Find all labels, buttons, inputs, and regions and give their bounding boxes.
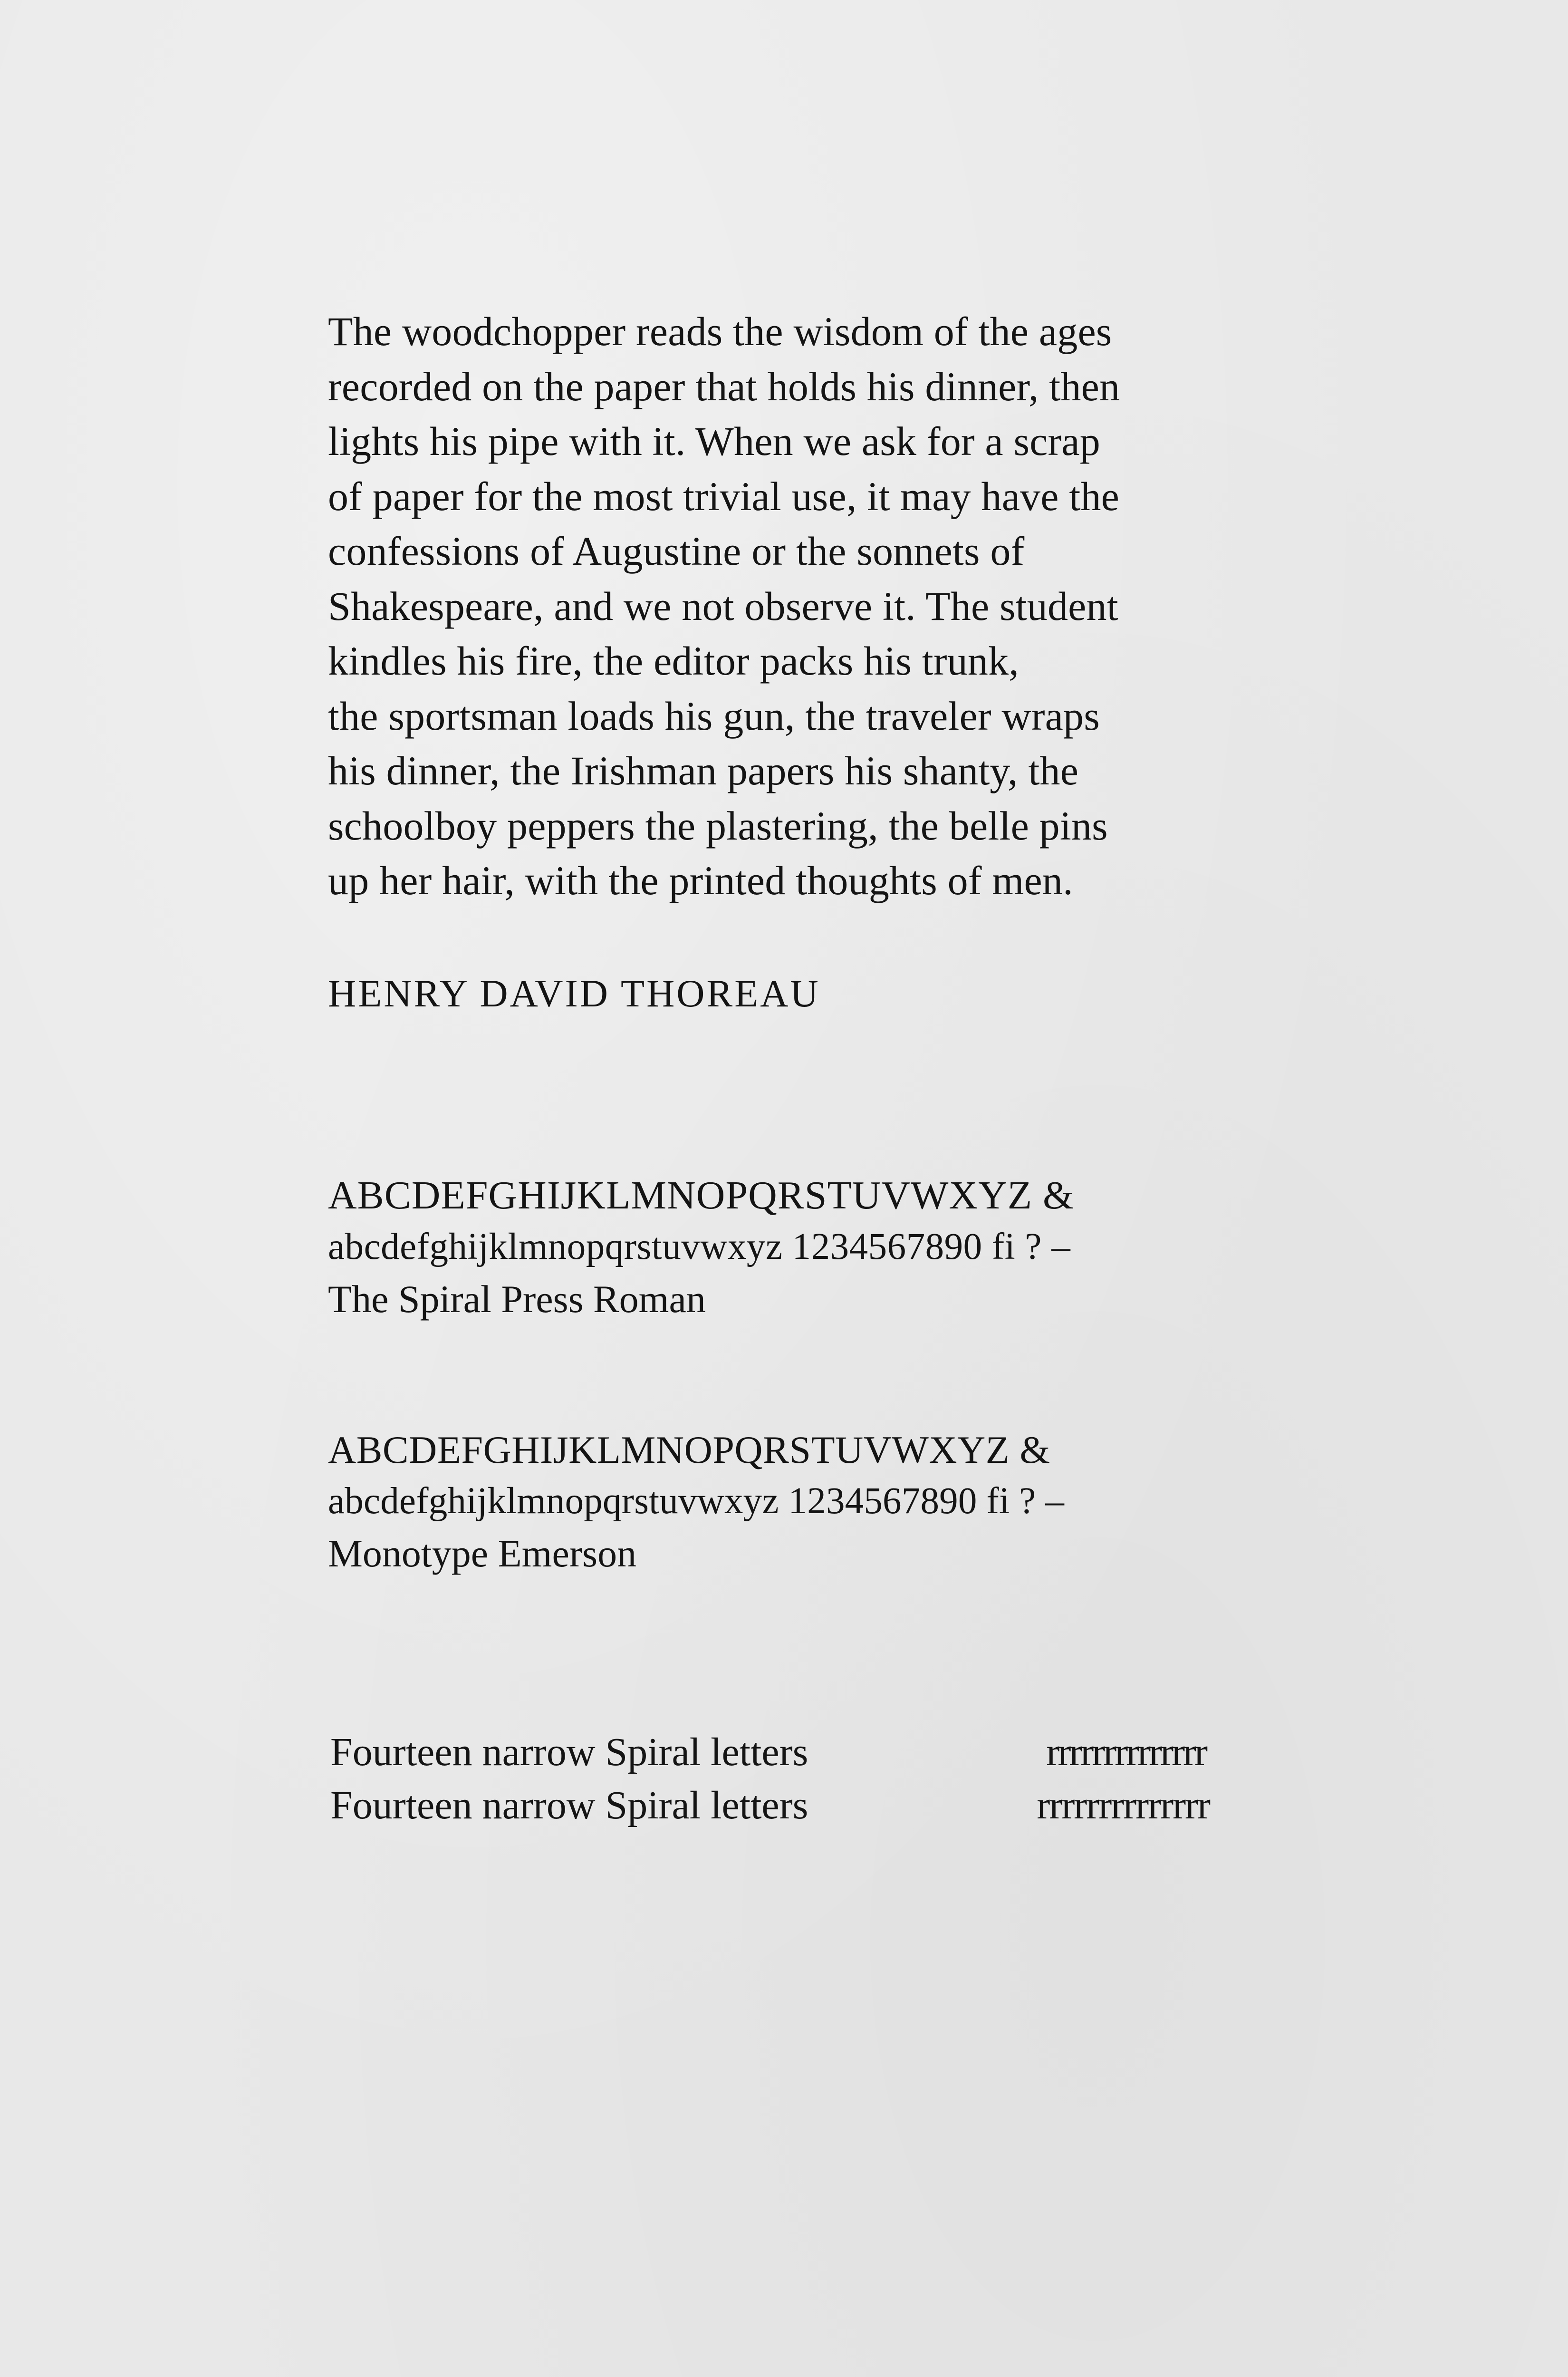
quote-line: of paper for the most trivial use, it may have the [328,473,1119,519]
quote-line: recorded on the paper that holds his dinner, then [328,363,1120,409]
specimen-typeface-name: The Spiral Press Roman [328,1277,706,1321]
specimen-uppercase: ABCDEFGHIJKLMNOPQRSTUVWXYZ & [328,1173,1075,1217]
quote-paragraph [328,304,1231,908]
specimen-uppercase: ABCDEFGHIJKLMNOPQRSTUVWXYZ & [328,1428,1050,1471]
type-specimen-spiral-press-roman [328,1169,1074,1326]
quote-author: HENRY DAVID THOREAU [328,972,820,1015]
quote-line: Shakespeare, and we not observe it. The student [328,583,1118,629]
comparison-label: Fourteen narrow Spiral letters [330,1730,808,1774]
quote-line: kindles his fire, the editor packs his trunk, [328,638,1019,684]
quote-line: confessions of Augustine or the sonnets of [328,528,1025,574]
quote-line: The woodchopper reads the wisdom of the ages [328,309,1112,354]
comparison-letters: rrrrrrrrrrrrrr [1046,1730,1206,1774]
quote-line: his dinner, the Irishman papers his shanty, the [328,748,1079,793]
quote-line: the sportsman loads his gun, the traveler wraps [328,693,1100,739]
comparison-row [330,1726,1210,1779]
comparison-row [330,1779,1210,1832]
quote-line: schoolboy peppers the plastering, the belle pins [328,802,1108,849]
narrow-letters-comparison [330,1726,1210,1832]
quote-line: up her hair, with the printed thoughts of men. [328,858,1073,903]
specimen-typeface-name: Monotype Emerson [328,1532,637,1575]
quote-line: lights his pipe with it. When we ask for a scrap [328,418,1100,464]
comparison-letters: rrrrrrrrrrrrrr [1037,1783,1210,1827]
comparison-label: Fourteen narrow Spiral letters [330,1783,808,1827]
type-specimen-monotype-emerson [328,1424,1064,1581]
specimen-lowercase: abcdefghijklmnopqrstuvwxyz 1234567890 fi ? – [328,1226,1071,1267]
specimen-lowercase: abcdefghijklmnopqrstuvwxyz 1234567890 fi ? – [328,1480,1065,1522]
